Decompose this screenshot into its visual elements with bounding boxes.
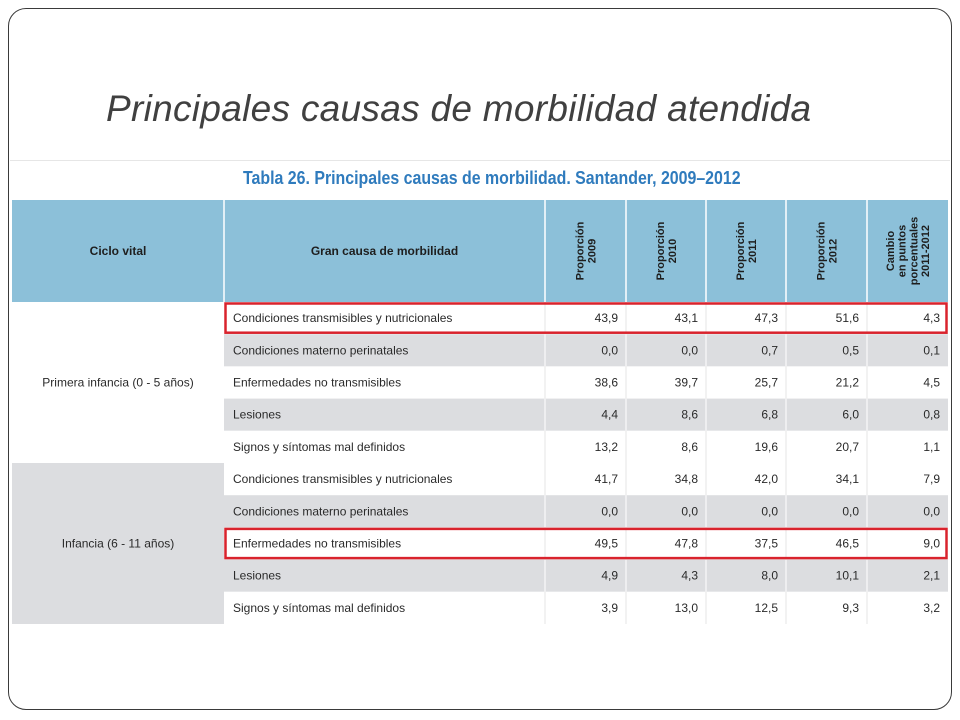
column-header-label: 2012 (827, 238, 840, 264)
value-cell: 4,5 (923, 375, 940, 390)
value-cell: 47,3 (754, 311, 778, 326)
column-header-label: Proporción (815, 221, 828, 281)
cause-cell: Signos y síntomas mal definidos (233, 600, 406, 615)
morbidity-table (12, 200, 948, 625)
value-cell: 12,5 (754, 600, 778, 615)
value-cell: 41,7 (594, 472, 618, 487)
value-cell: 0,0 (601, 504, 618, 519)
value-cell: 4,4 (601, 407, 618, 422)
value-cell: 1,1 (923, 439, 940, 454)
value-cell: 0,5 (842, 343, 859, 358)
value-cell: 19,6 (754, 439, 778, 454)
slide-title: Principales causas de morbilidad atendida (106, 88, 812, 129)
value-cell: 4,3 (923, 311, 940, 326)
column-header-label: Gran causa de morbilidad (310, 244, 459, 258)
ciclo-vital-label: Infancia (6 - 11 años) (61, 536, 175, 551)
value-cell: 2,1 (923, 568, 940, 583)
column-header-label: 2011-2012 (919, 225, 932, 277)
column-header-label: Proporción (735, 221, 748, 281)
value-cell: 3,9 (601, 600, 618, 615)
value-cell: 43,1 (674, 311, 698, 326)
value-cell: 51,6 (835, 311, 859, 326)
value-cell: 47,8 (674, 536, 698, 551)
value-cell: 0,0 (842, 504, 859, 519)
column-header-label: Ciclo vital (89, 244, 147, 258)
cause-cell: Lesiones (233, 407, 282, 422)
column-header-label: Cambio (885, 230, 898, 272)
column-header-label: en puntos (896, 224, 909, 278)
value-cell: 34,8 (674, 472, 698, 487)
value-cell: 39,7 (674, 375, 698, 390)
value-cell: 38,6 (594, 375, 618, 390)
column-header-label: 2011 (746, 239, 759, 263)
column-header-label: Proporción (574, 221, 587, 281)
value-cell: 4,3 (681, 568, 698, 583)
column-header-label: porcentuales (908, 216, 921, 286)
value-cell: 46,5 (835, 536, 859, 551)
value-cell: 6,0 (842, 407, 859, 422)
value-cell: 4,9 (601, 568, 618, 583)
column-header-label: 2010 (666, 238, 679, 264)
value-cell: 8,6 (681, 439, 698, 454)
value-cell: 43,9 (594, 311, 618, 326)
cause-cell: Enfermedades no transmisibles (233, 536, 402, 551)
cause-cell: Signos y síntomas mal definidos (233, 439, 406, 454)
value-cell: 0,0 (681, 504, 698, 519)
title-divider (10, 160, 950, 161)
cause-cell: Lesiones (233, 568, 282, 583)
cause-cell: Condiciones materno perinatales (233, 343, 409, 358)
cause-cell: Condiciones materno perinatales (233, 504, 409, 519)
value-cell: 0,1 (923, 343, 940, 358)
value-cell: 0,0 (681, 343, 698, 358)
value-cell: 37,5 (754, 536, 778, 551)
column-header-label: Proporción (655, 221, 668, 281)
ciclo-vital-label: Primera infancia (0 - 5 años) (42, 375, 194, 390)
value-cell: 34,1 (835, 472, 859, 487)
value-cell: 42,0 (754, 472, 778, 487)
morbidity-table-svg (12, 200, 948, 625)
value-cell: 0,0 (923, 504, 940, 519)
value-cell: 7,9 (923, 472, 940, 487)
value-cell: 20,7 (835, 439, 859, 454)
value-cell: 0,8 (923, 407, 940, 422)
cause-cell: Condiciones transmisibles y nutricionales (233, 311, 453, 326)
value-cell: 0,0 (601, 343, 618, 358)
table-row (224, 399, 948, 431)
table-caption: Tabla 26. Principales causas de morbilidad. Santander, 2009–2012 (243, 167, 741, 188)
value-cell: 0,7 (761, 343, 778, 358)
value-cell: 49,5 (594, 536, 618, 551)
value-cell: 21,2 (835, 375, 859, 390)
value-cell: 13,2 (594, 439, 618, 454)
value-cell: 9,0 (923, 536, 940, 551)
cause-cell: Condiciones transmisibles y nutricionales (233, 472, 453, 487)
value-cell: 9,3 (842, 600, 859, 615)
column-header-label: 2009 (586, 238, 599, 264)
value-cell: 0,0 (761, 504, 778, 519)
value-cell: 25,7 (754, 375, 778, 390)
value-cell: 6,8 (761, 407, 778, 422)
value-cell: 13,0 (674, 600, 698, 615)
value-cell: 10,1 (835, 568, 859, 583)
value-cell: 8,6 (681, 407, 698, 422)
value-cell: 8,0 (761, 568, 778, 583)
value-cell: 3,2 (923, 600, 940, 615)
cause-cell: Enfermedades no transmisibles (233, 375, 402, 390)
